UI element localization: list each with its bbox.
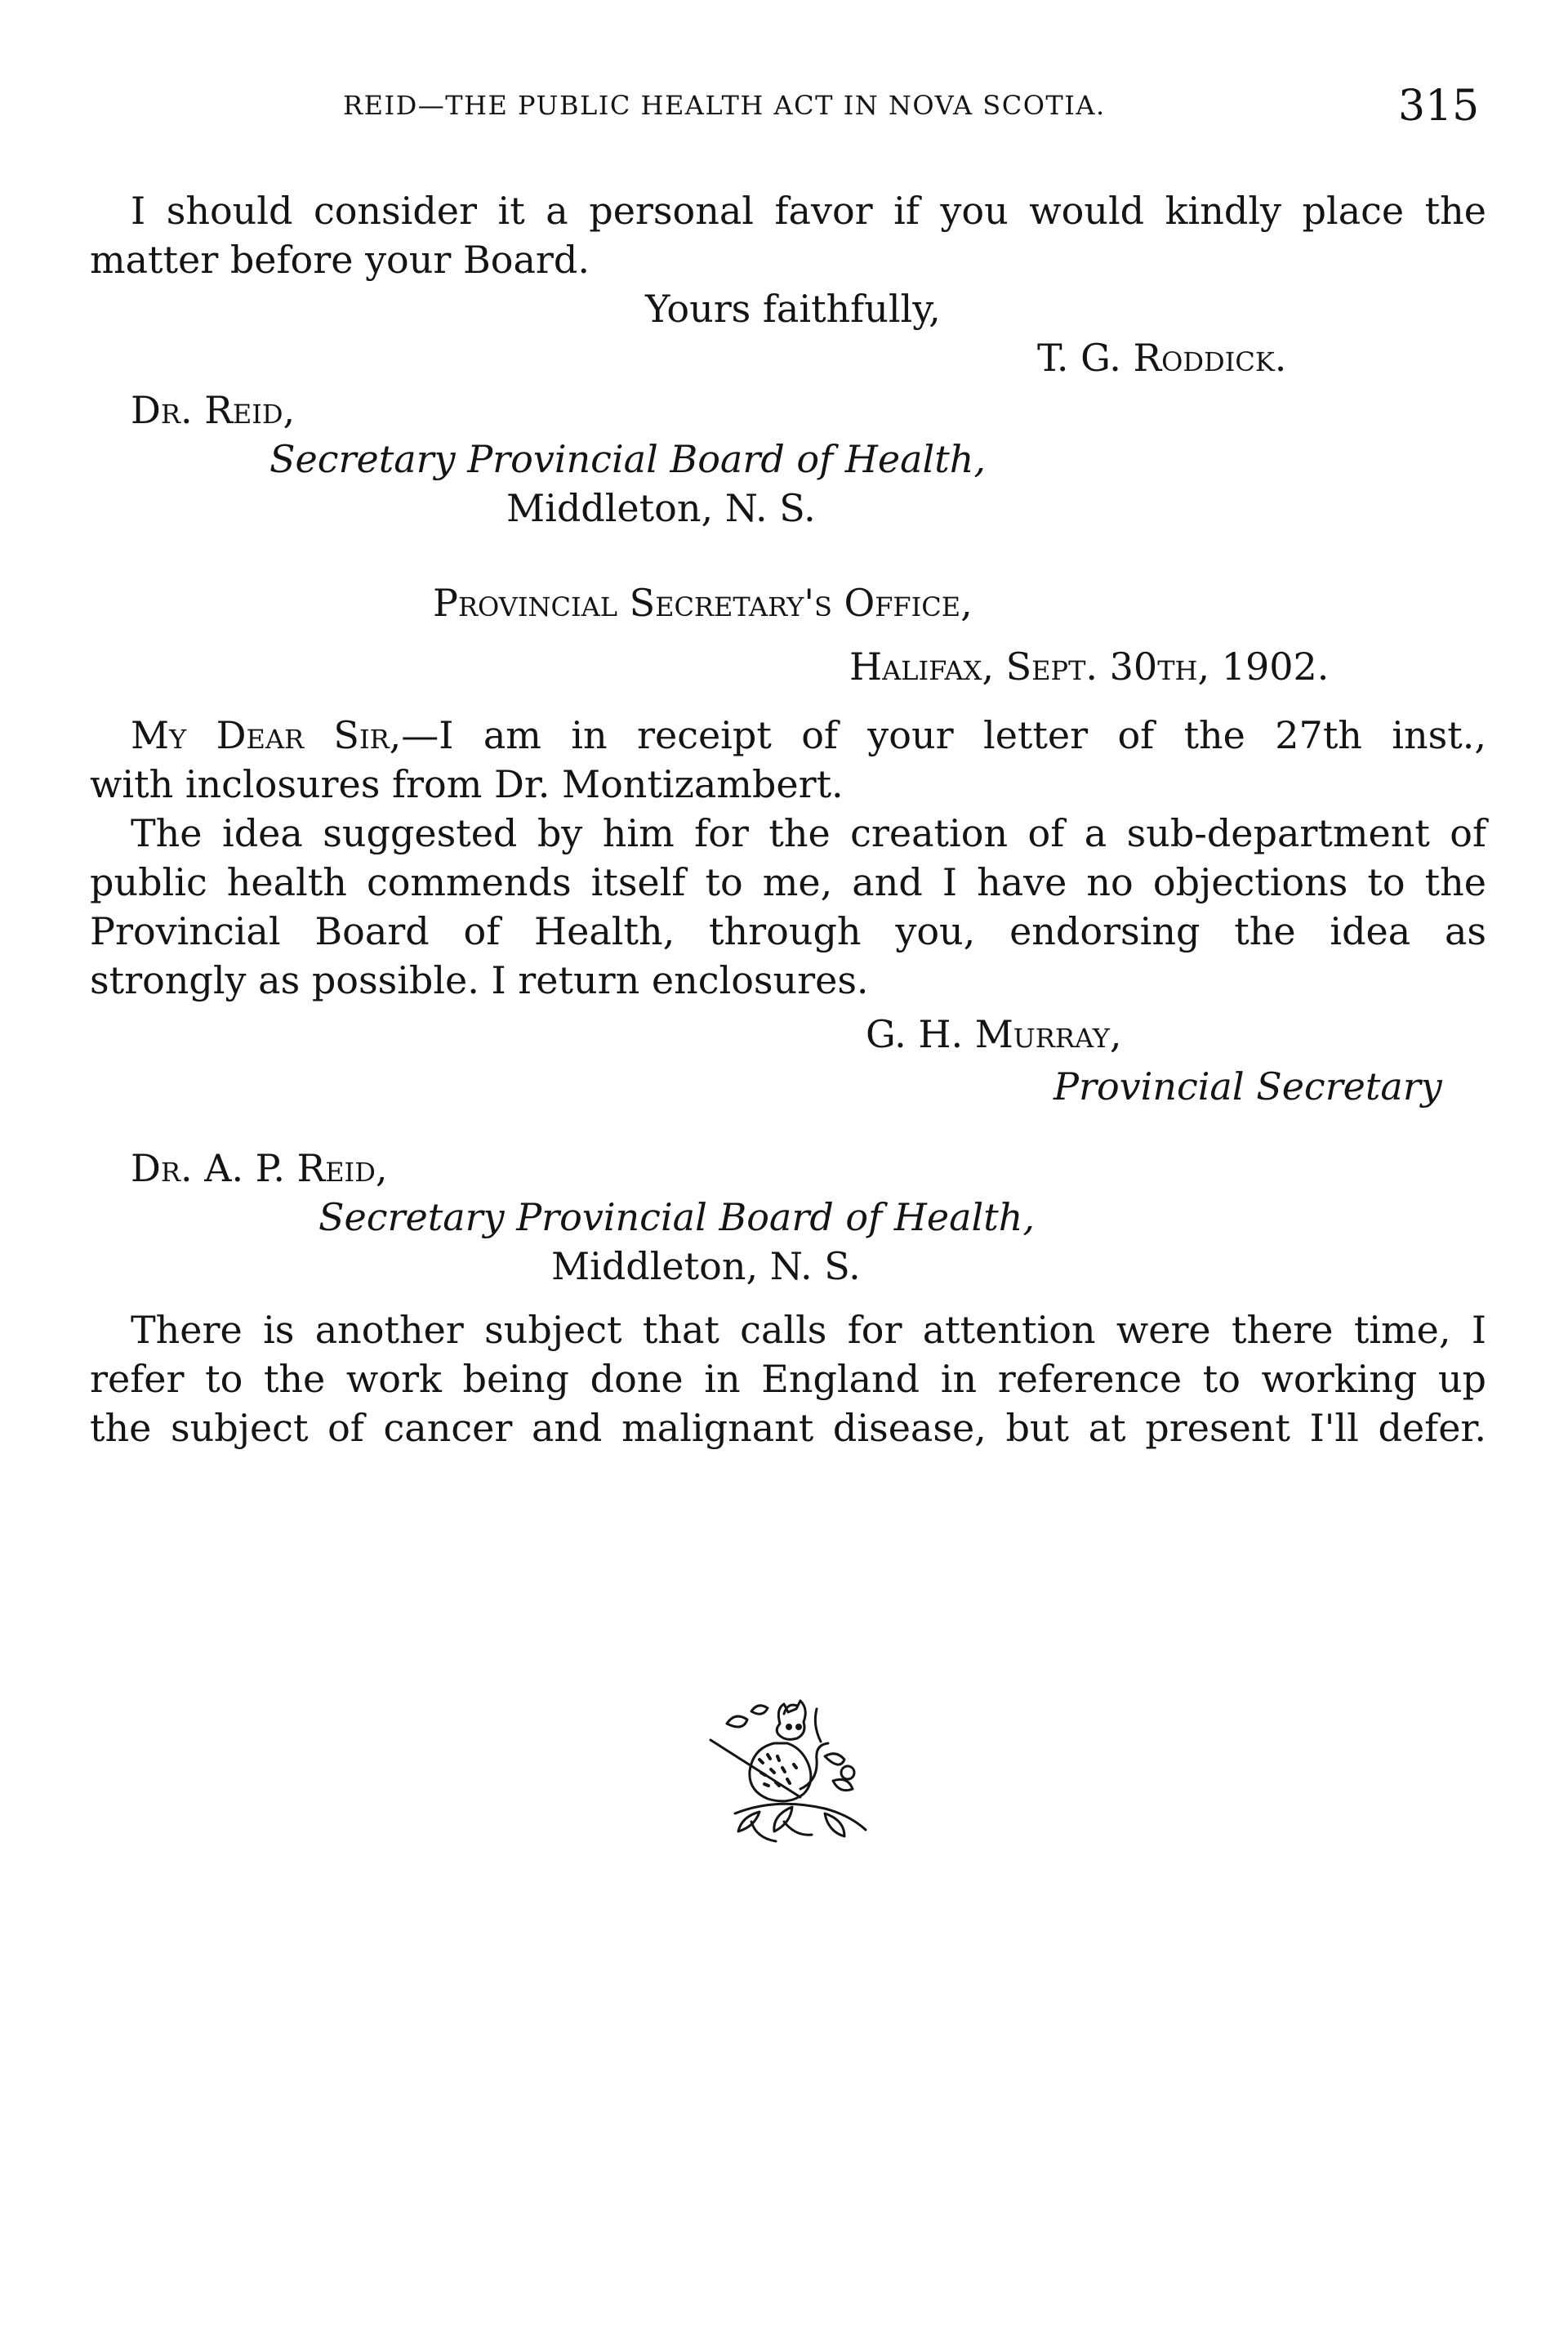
salutation-rest: —I am in receipt of your letter of the 27th inst.,	[401, 713, 1486, 757]
valediction: Yours faithfully,	[645, 287, 941, 331]
body-line: public health commends itself to me, and I have no objections to the	[90, 860, 1486, 904]
body-line: Provincial Board of Health, through you, endorsing the idea as	[90, 909, 1486, 953]
body-line: My Dear Sir,—I am in receipt of your letter of the 27th inst.,	[131, 713, 1486, 757]
addressee-title: Secretary Provincial Board of Health,	[318, 1195, 1035, 1239]
cat-on-branch-ornament-icon	[702, 1691, 882, 1854]
body-line: strongly as possible. I return enclosures.	[90, 958, 869, 1002]
signature-roddick: T. G. Roddick.	[1037, 336, 1287, 380]
signature-title: Provincial Secretary	[1054, 1064, 1442, 1109]
addressee-place: Middleton, N. S.	[551, 1244, 861, 1288]
addressee-name: Dr. Reid,	[131, 388, 296, 432]
addressee-place: Middleton, N. S.	[506, 486, 816, 530]
addressee-name: Dr. A. P. Reid,	[131, 1146, 388, 1190]
body-line: There is another subject that calls for attention were there time, I	[131, 1308, 1486, 1352]
addressee-title: Secretary Provincial Board of Health,	[270, 437, 986, 481]
office-heading: Provincial Secretary's Office,	[433, 581, 973, 625]
body-line: with inclosures from Dr. Montizambert.	[90, 762, 844, 806]
body-line: the subject of cancer and malignant disease, but at present I'll defer.	[90, 1406, 1486, 1450]
signature-murray: G. H. Murray,	[866, 1012, 1122, 1056]
place-date: Halifax, Sept. 30th, 1902.	[849, 645, 1330, 689]
body-line: I should consider it a personal favor if you would kindly place the	[131, 189, 1486, 233]
running-header: REID—THE PUBLIC HEALTH ACT IN NOVA SCOTIA.	[343, 90, 1106, 121]
body-line: The idea suggested by him for the creation of a sub-department of	[131, 811, 1486, 855]
body-line: matter before your Board.	[90, 238, 590, 282]
body-line: refer to the work being done in England in reference to working up	[90, 1357, 1486, 1401]
page-number: 315	[1398, 82, 1480, 131]
